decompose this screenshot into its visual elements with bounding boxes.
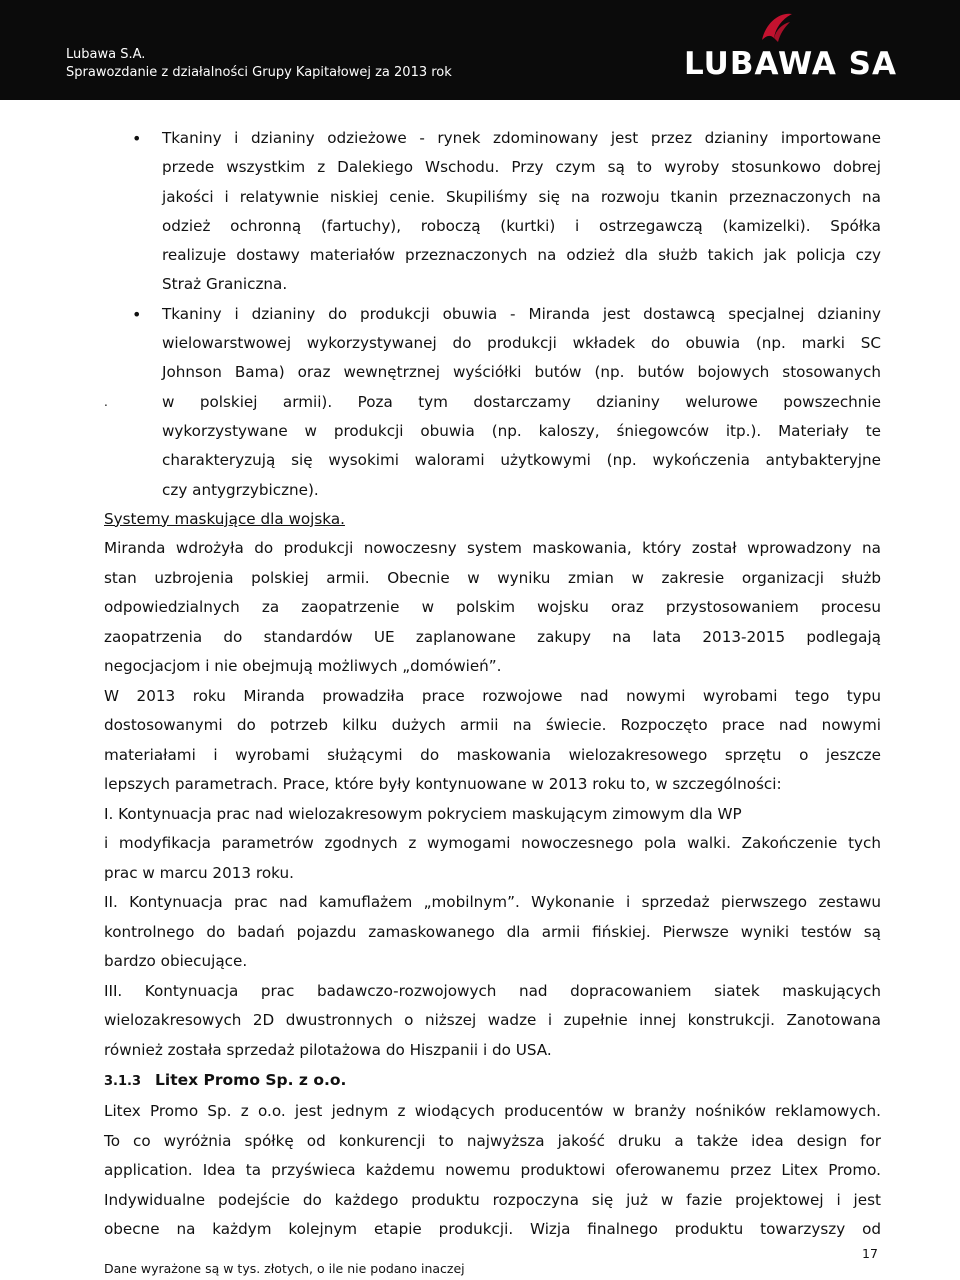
text-line: To co wyróżnia spółkę od konkurencji to najwyższa jakość druku a także idea design for [104,1131,881,1150]
text-line: materiałami i wyrobami służącymi do maskowania wielozakresowego sprzętu o jeszcze [104,745,881,764]
text-line: realizuje dostawy materiałów przeznaczonych na odzież dla służb takich jak policja czy [162,246,881,265]
logo-text: LUBAWA SA [684,46,897,82]
stray-dot-icon: . [104,394,108,409]
bullet-item [104,124,881,300]
paragraph [104,800,881,889]
paragraph [104,682,881,800]
paragraph [104,888,881,977]
text-line: Tkaniny i dzianiny do produkcji obuwia - Miranda jest dostawcą specjalnej dzianiny [162,304,881,323]
subsection-title: Litex Promo Sp. z o.o. [155,1071,347,1090]
text-line: również została sprzedaż pilotażowa do Hiszpanii i do USA. [104,1040,552,1059]
text-line: III. Kontynuacja prac badawczo-rozwojowych nad dopracowaniem siatek maskujących [104,981,881,1000]
text-line: application. Idea ta przyświeca każdemu nowemu produktowi oferowanemu przez Litex Promo. [104,1161,881,1180]
text-line: kontrolnego do badań pojazdu zamaskowanego dla armii fińskiej. Pierwsze wyniki testów są [104,922,881,941]
text-line: wykorzystywane w produkcji obuwia (np. kaloszy, śniegowców itp.). Materiały te [162,421,881,440]
text-line: stan uzbrojenia polskiej armii. Obecnie w wyniku zmian w zakresie organizacji służb [104,568,881,587]
footer-note: Dane wyrażone są w tys. złotych, o ile nie podano inaczej [104,1261,465,1276]
header-text [66,46,452,82]
page-header [0,0,960,100]
text-line: jakości i relatywnie niskiej cenie. Skupiliśmy się na rozwoju tkanin przeznaczonych na [162,187,881,206]
text-line: W 2013 roku Miranda prowadziła prace rozwojowe nad nowymi wyrobami tego typu [104,686,881,705]
text-line: bardzo obiecujące. [104,952,248,971]
company-name: Lubawa S.A. [66,47,146,62]
text-line: Indywidualne podejście do każdego produktu rozpoczyna się już w fazie projektowej i jest [104,1190,881,1209]
paragraph [104,977,881,1066]
page-number: 17 [862,1246,878,1261]
text-line: Miranda wdrożyła do produkcji nowoczesny system maskowania, który został wprowadzony na [104,539,881,558]
paragraph [104,534,881,682]
text-line: wielozakresowych 2D dwustronnych o niższej wadze i zupełnie innej konstrukcji. Zanotowana [104,1011,881,1030]
text-line: I. Kontynuacja prac nad wielozakresowym pokryciem maskującym zimowym dla WP [104,804,742,823]
text-line: odzież ochronną (fartuchy), roboczą (kurtki) i ostrzegawczą (kamizelki). Spółka [162,216,881,235]
text-line: czy antygrzybiczne). [162,480,319,499]
bullet-icon: • [132,304,142,324]
bullet-text [162,300,881,505]
text-line: dostosowanymi do potrzeb kilku dużych armii na świecie. Rozpoczęto prace nad nowymi [104,716,881,735]
text-line: wielowarstwowej wykorzystywanej do produkcji wkładek do obuwia (np. marki SC [162,334,881,353]
text-line: w polskiej armii). Poza tym dostarczamy dzianiny welurowe powszechnie [162,392,881,411]
lubawa-logo [684,8,934,86]
document-body [104,124,881,1245]
text-line: Straż Graniczna. [162,275,288,294]
text-line: II. Kontynuacja prac nad kamuflażem „mobilnym”. Wykonanie i sprzedaż pierwszego zestawu [104,893,881,912]
subsection-heading [104,1065,881,1097]
text-line: obecne na każdym kolejnym etapie produkcji. Wizja finalnego produktu towarzyszy od [104,1220,881,1239]
bullet-item [104,300,881,505]
text-line: Tkaniny i dzianiny odzieżowe - rynek zdominowany jest przez dzianiny importowane [162,129,881,147]
text-line: odpowiedzialnych za zaopatrzenie w polskim wojsku oraz przystosowaniem procesu [104,598,881,617]
text-line: przede wszystkim z Dalekiego Wschodu. Przy czym są to wyroby stosunkowo dobrej [162,158,881,177]
text-line: zaopatrzenia do standardów UE zaplanowane zakupy na lata 2013-2015 podlegają [104,627,881,646]
text-line: Johnson Bama) oraz wewnętrznej wyściółki butów (np. butów bojowych stosowanych [162,363,881,382]
subsection-number: 3.1.3 [104,1074,142,1090]
text-line: lepszych parametrach. Prace, które były kontynuowane w 2013 roku to, w szczególności: [104,775,782,794]
logo-swirl-icon [756,8,796,48]
bullet-text [162,124,881,300]
text-line: prac w marcu 2013 roku. [104,863,294,882]
text-line: Litex Promo Sp. z o.o. jest jednym z wiodących producentów w branży nośników reklamowych. [104,1102,881,1121]
paragraph [104,1097,881,1245]
text-line: i modyfikacja parametrów zgodnych z wymogami nowoczesnego pola walki. Zakończenie tych [104,834,881,853]
section-title: Systemy maskujące dla wojska. [104,509,345,528]
text-line: charakteryzują się wysokimi walorami użytkowymi (np. wykończenia antybakteryjne [162,451,881,470]
bullet-icon: • [132,129,142,148]
report-title: Sprawozdanie z działalności Grupy Kapitałowej za 2013 rok [66,65,452,80]
text-line: negocjacjom i nie obejmują możliwych „domówień”. [104,657,502,676]
